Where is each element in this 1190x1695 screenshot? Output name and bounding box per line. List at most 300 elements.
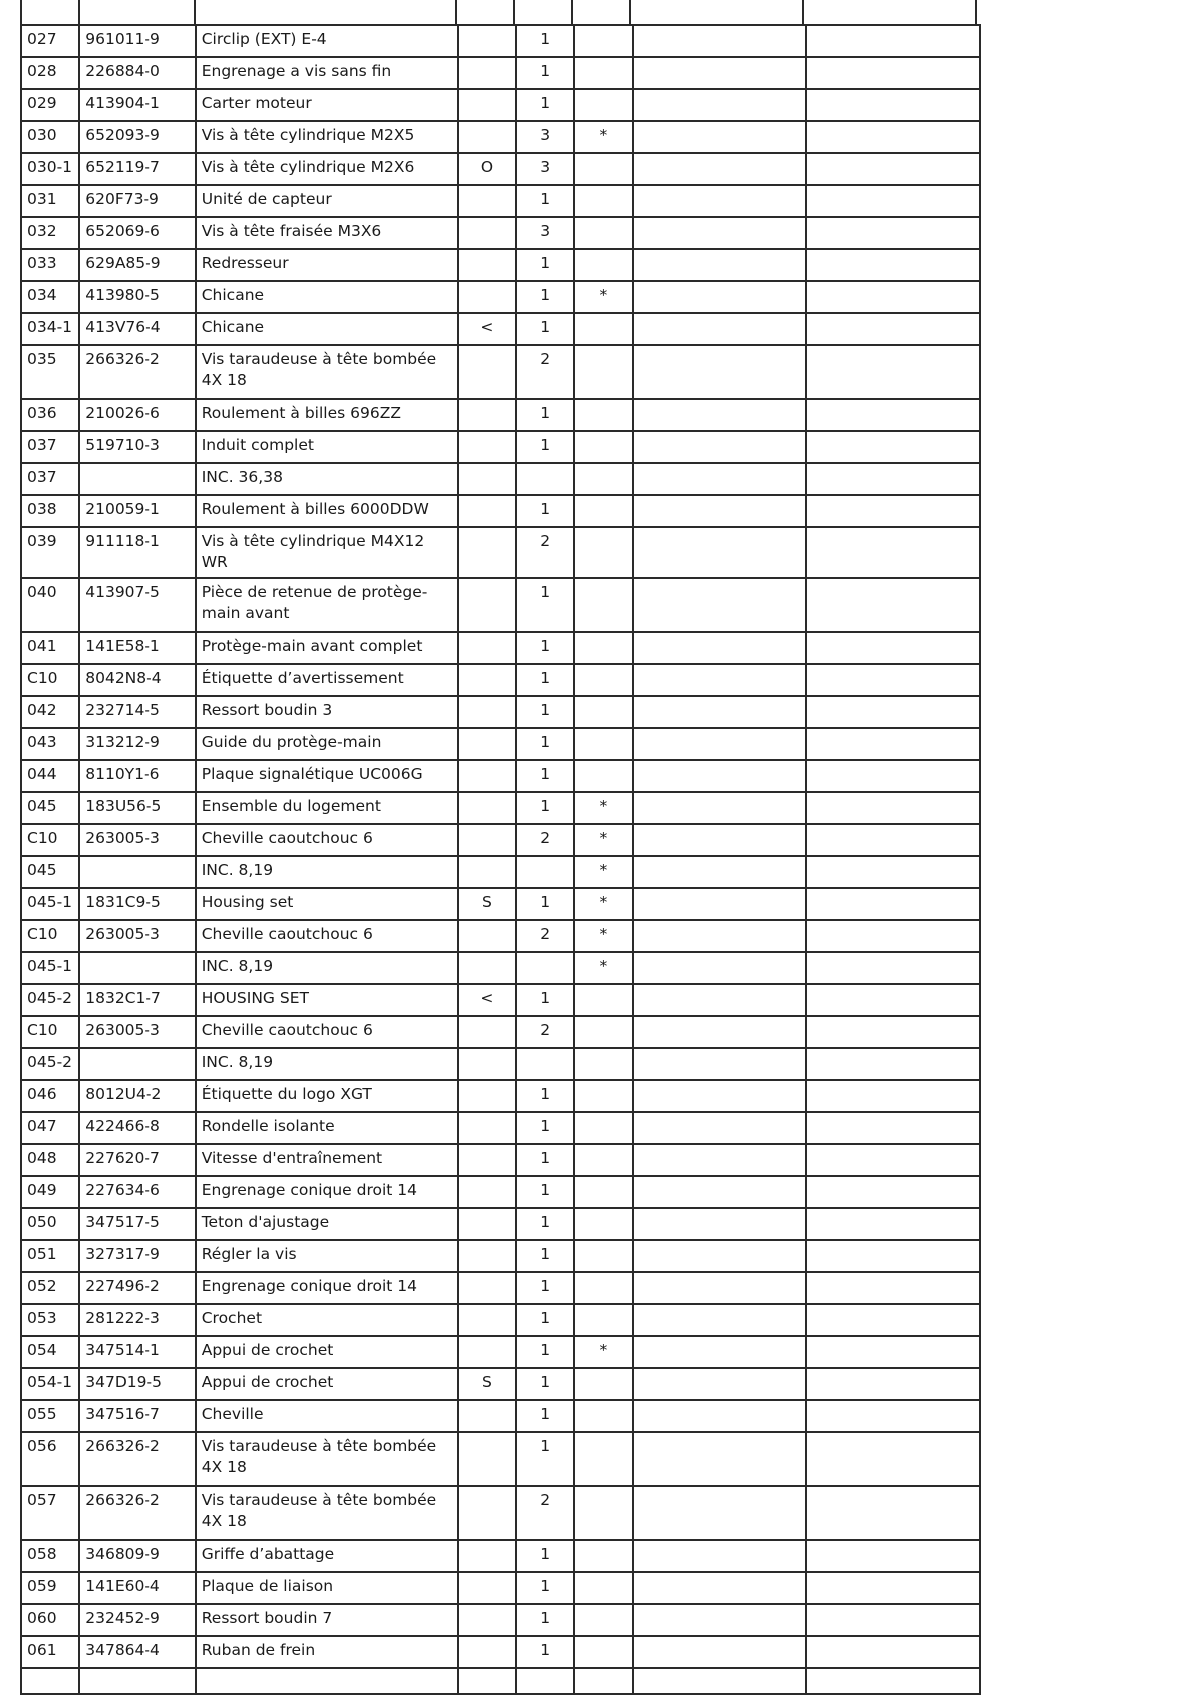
blank-cell: [633, 1604, 807, 1636]
blank-cell: [806, 399, 980, 431]
blank-cell: [633, 1486, 807, 1540]
quantity-cell: 1: [516, 578, 574, 632]
note-mark-cell: [574, 1432, 632, 1486]
part-number-cell: 8012U4-2: [79, 1080, 195, 1112]
note-mark-cell: [574, 495, 632, 527]
blank-cell: [806, 1668, 980, 1694]
item-number-cell: 046: [21, 1080, 79, 1112]
part-number-cell: 1832C1-7: [79, 984, 195, 1016]
note-mark-cell: [574, 89, 632, 121]
blank-cell: [806, 1540, 980, 1572]
description-cell: Régler la vis: [196, 1240, 458, 1272]
note-mark-cell: [574, 463, 632, 495]
quantity-cell: 1: [516, 1400, 574, 1432]
part-number-cell: 413907-5: [79, 578, 195, 632]
blank-cell: [806, 249, 980, 281]
quantity-cell: 2: [516, 1016, 574, 1048]
blank-cell: [21, 1668, 79, 1694]
table-row: [21, 1432, 980, 1486]
note-mark-cell: [574, 185, 632, 217]
note-mark-cell: [574, 399, 632, 431]
part-number-cell: 210059-1: [79, 495, 195, 527]
part-number-cell: 413904-1: [79, 89, 195, 121]
note-mark-cell: [574, 1368, 632, 1400]
blank-cell: [806, 760, 980, 792]
blank-cell: [633, 185, 807, 217]
part-number-cell: 8110Y1-6: [79, 760, 195, 792]
note-mark-cell: *: [574, 281, 632, 313]
quantity-cell: 1: [516, 888, 574, 920]
blank-cell: [196, 1668, 458, 1694]
quantity-cell: 2: [516, 1486, 574, 1540]
description-cell: Carter moteur: [196, 89, 458, 121]
blank-cell: [806, 1208, 980, 1240]
table-row: [21, 578, 980, 632]
note-mark-cell: [574, 1400, 632, 1432]
item-number-cell: 048: [21, 1144, 79, 1176]
blank-cell: [633, 1272, 807, 1304]
blank-cell: [806, 1368, 980, 1400]
blank-cell: [806, 527, 980, 578]
blank-cell: [806, 1240, 980, 1272]
quantity-cell: 1: [516, 760, 574, 792]
item-number-cell: 055: [21, 1400, 79, 1432]
item-number-cell: 034-1: [21, 313, 79, 345]
blank-cell: [633, 824, 807, 856]
blank-cell: [806, 856, 980, 888]
note-mark-cell: [574, 632, 632, 664]
part-number-cell: 413980-5: [79, 281, 195, 313]
blank-cell: [633, 527, 807, 578]
change-code-cell: [458, 664, 516, 696]
item-number-cell: 030-1: [21, 153, 79, 185]
table-row: [21, 217, 980, 249]
note-mark-cell: [574, 1176, 632, 1208]
part-number-cell: 652069-6: [79, 217, 195, 249]
description-cell: Protège-main avant complet: [196, 632, 458, 664]
blank-cell: [806, 1112, 980, 1144]
part-number-cell: 263005-3: [79, 920, 195, 952]
change-code-cell: [458, 1080, 516, 1112]
blank-cell: [806, 431, 980, 463]
blank-cell: [806, 1016, 980, 1048]
part-number-cell: 347864-4: [79, 1636, 195, 1668]
note-mark-cell: [574, 1208, 632, 1240]
blank-cell: [633, 249, 807, 281]
change-code-cell: [458, 121, 516, 153]
part-number-cell: 226884-0: [79, 57, 195, 89]
blank-cell: [806, 1272, 980, 1304]
note-mark-cell: [574, 1604, 632, 1636]
item-number-cell: 045: [21, 792, 79, 824]
part-number-cell: 346809-9: [79, 1540, 195, 1572]
change-code-cell: [458, 25, 516, 57]
blank-cell: [806, 89, 980, 121]
blank-cell: [633, 696, 807, 728]
blank-cell: [633, 1048, 807, 1080]
table-row: [21, 856, 980, 888]
blank-cell: [633, 1176, 807, 1208]
item-number-cell: 057: [21, 1486, 79, 1540]
change-code-cell: [458, 578, 516, 632]
table-row: [21, 1336, 980, 1368]
item-number-cell: 027: [21, 25, 79, 57]
table-row: [21, 281, 980, 313]
description-cell: Chicane: [196, 281, 458, 313]
change-code-cell: [458, 1048, 516, 1080]
item-number-cell: C10: [21, 1016, 79, 1048]
blank-cell: [633, 1368, 807, 1400]
blank-cell: [516, 1668, 574, 1694]
blank-cell: [806, 1604, 980, 1636]
blank-cell: [806, 696, 980, 728]
table-row-empty: [21, 1668, 980, 1694]
quantity-cell: 2: [516, 345, 574, 399]
description-cell: Teton d'ajustage: [196, 1208, 458, 1240]
blank-cell: [633, 664, 807, 696]
column-divider: [802, 0, 804, 25]
blank-cell: [633, 952, 807, 984]
table-row: [21, 1572, 980, 1604]
description-cell: Cheville caoutchouc 6: [196, 920, 458, 952]
description-cell: Ensemble du logement: [196, 792, 458, 824]
part-number-cell: 519710-3: [79, 431, 195, 463]
item-number-cell: 045-2: [21, 984, 79, 1016]
quantity-cell: 1: [516, 1336, 574, 1368]
column-divider: [975, 0, 977, 25]
note-mark-cell: [574, 1636, 632, 1668]
blank-cell: [633, 1336, 807, 1368]
table-row: [21, 57, 980, 89]
table-row: [21, 399, 980, 431]
blank-cell: [806, 495, 980, 527]
part-number-cell: 422466-8: [79, 1112, 195, 1144]
note-mark-cell: [574, 1144, 632, 1176]
table-row: [21, 1016, 980, 1048]
blank-cell: [806, 632, 980, 664]
table-row: [21, 632, 980, 664]
item-number-cell: C10: [21, 920, 79, 952]
blank-cell: [806, 185, 980, 217]
quantity-cell: 1: [516, 495, 574, 527]
blank-cell: [806, 57, 980, 89]
description-cell: Cheville caoutchouc 6: [196, 824, 458, 856]
item-number-cell: 034: [21, 281, 79, 313]
note-mark-cell: [574, 431, 632, 463]
change-code-cell: [458, 1208, 516, 1240]
blank-cell: [806, 217, 980, 249]
description-cell: Pièce de retenue de protège-main avant: [196, 578, 458, 632]
blank-cell: [633, 1540, 807, 1572]
table-row: [21, 984, 980, 1016]
description-cell: Vis taraudeuse à tête bombée 4X 18: [196, 345, 458, 399]
description-cell: Étiquette d’avertissement: [196, 664, 458, 696]
change-code-cell: [458, 728, 516, 760]
blank-cell: [574, 1668, 632, 1694]
part-number-cell: 347D19-5: [79, 1368, 195, 1400]
blank-cell: [806, 25, 980, 57]
description-cell: Unité de capteur: [196, 185, 458, 217]
part-number-cell: 313212-9: [79, 728, 195, 760]
description-cell: Roulement à billes 6000DDW: [196, 495, 458, 527]
item-number-cell: 061: [21, 1636, 79, 1668]
quantity-cell: 1: [516, 249, 574, 281]
blank-cell: [806, 1432, 980, 1486]
quantity-cell: 2: [516, 920, 574, 952]
quantity-cell: 1: [516, 1368, 574, 1400]
blank-cell: [633, 632, 807, 664]
change-code-cell: [458, 399, 516, 431]
blank-cell: [633, 1208, 807, 1240]
description-cell: Redresseur: [196, 249, 458, 281]
description-cell: Engrenage a vis sans fin: [196, 57, 458, 89]
blank-cell: [633, 463, 807, 495]
blank-cell: [806, 1572, 980, 1604]
table-row: [21, 185, 980, 217]
note-mark-cell: [574, 760, 632, 792]
blank-cell: [806, 728, 980, 760]
blank-cell: [806, 1400, 980, 1432]
part-number-cell: 141E60-4: [79, 1572, 195, 1604]
change-code-cell: [458, 696, 516, 728]
table-row: [21, 696, 980, 728]
blank-cell: [806, 1144, 980, 1176]
note-mark-cell: [574, 1540, 632, 1572]
description-cell: Vis à tête cylindrique M4X12 WR: [196, 527, 458, 578]
change-code-cell: [458, 1486, 516, 1540]
item-number-cell: C10: [21, 824, 79, 856]
item-number-cell: 054: [21, 1336, 79, 1368]
change-code-cell: [458, 1604, 516, 1636]
quantity-cell: 1: [516, 664, 574, 696]
table-row: [21, 527, 980, 578]
part-number-cell: 327317-9: [79, 1240, 195, 1272]
blank-cell: [633, 578, 807, 632]
quantity-cell: 3: [516, 153, 574, 185]
part-number-cell: 266326-2: [79, 345, 195, 399]
description-cell: Cheville caoutchouc 6: [196, 1016, 458, 1048]
change-code-cell: [458, 463, 516, 495]
blank-cell: [633, 153, 807, 185]
table-row: [21, 824, 980, 856]
column-divider: [571, 0, 573, 25]
item-number-cell: 039: [21, 527, 79, 578]
blank-cell: [806, 1304, 980, 1336]
change-code-cell: [458, 920, 516, 952]
item-number-cell: 036: [21, 399, 79, 431]
part-number-cell: [79, 952, 195, 984]
column-divider: [513, 0, 515, 25]
parts-list-body: [21, 25, 980, 1694]
change-code-cell: [458, 1572, 516, 1604]
change-code-cell: [458, 57, 516, 89]
description-cell: Vis taraudeuse à tête bombée 4X 18: [196, 1432, 458, 1486]
note-mark-cell: [574, 527, 632, 578]
quantity-cell: 1: [516, 1432, 574, 1486]
change-code-cell: [458, 345, 516, 399]
blank-cell: [806, 920, 980, 952]
description-cell: Vis à tête cylindrique M2X6: [196, 153, 458, 185]
quantity-cell: 1: [516, 1080, 574, 1112]
item-number-cell: 047: [21, 1112, 79, 1144]
part-number-cell: 183U56-5: [79, 792, 195, 824]
change-code-cell: [458, 185, 516, 217]
table-row: [21, 25, 980, 57]
item-number-cell: 035: [21, 345, 79, 399]
part-number-cell: 141E58-1: [79, 632, 195, 664]
change-code-cell: [458, 856, 516, 888]
blank-cell: [633, 1144, 807, 1176]
item-number-cell: 056: [21, 1432, 79, 1486]
parts-list-table: [20, 24, 981, 1695]
blank-cell: [633, 1636, 807, 1668]
part-number-cell: 232714-5: [79, 696, 195, 728]
blank-cell: [633, 888, 807, 920]
table-row: [21, 664, 980, 696]
change-code-cell: [458, 1016, 516, 1048]
blank-cell: [633, 920, 807, 952]
quantity-cell: 1: [516, 1540, 574, 1572]
quantity-cell: 1: [516, 1304, 574, 1336]
table-row: [21, 1304, 980, 1336]
quantity-cell: 1: [516, 1272, 574, 1304]
blank-cell: [633, 1400, 807, 1432]
blank-cell: [806, 121, 980, 153]
change-code-cell: [458, 792, 516, 824]
change-code-cell: [458, 632, 516, 664]
description-cell: Chicane: [196, 313, 458, 345]
quantity-cell: [516, 463, 574, 495]
blank-cell: [633, 984, 807, 1016]
quantity-cell: 1: [516, 792, 574, 824]
part-number-cell: [79, 463, 195, 495]
description-cell: INC. 8,19: [196, 856, 458, 888]
quantity-cell: 1: [516, 1604, 574, 1636]
description-cell: Griffe d’abattage: [196, 1540, 458, 1572]
part-number-cell: 652093-9: [79, 121, 195, 153]
item-number-cell: 054-1: [21, 1368, 79, 1400]
description-cell: Plaque signalétique UC006G: [196, 760, 458, 792]
table-row: [21, 760, 980, 792]
description-cell: Étiquette du logo XGT: [196, 1080, 458, 1112]
table-row: [21, 888, 980, 920]
quantity-cell: 1: [516, 1636, 574, 1668]
description-cell: Induit complet: [196, 431, 458, 463]
item-number-cell: 030: [21, 121, 79, 153]
table-row: [21, 313, 980, 345]
change-code-cell: [458, 1636, 516, 1668]
quantity-cell: 1: [516, 57, 574, 89]
description-cell: Ressort boudin 3: [196, 696, 458, 728]
note-mark-cell: [574, 313, 632, 345]
note-mark-cell: *: [574, 824, 632, 856]
description-cell: INC. 8,19: [196, 1048, 458, 1080]
change-code-cell: [458, 1240, 516, 1272]
description-cell: Engrenage conique droit 14: [196, 1176, 458, 1208]
table-row: [21, 1080, 980, 1112]
table-row: [21, 1240, 980, 1272]
table-row: [21, 728, 980, 760]
item-number-cell: 041: [21, 632, 79, 664]
note-mark-cell: [574, 1572, 632, 1604]
part-number-cell: 281222-3: [79, 1304, 195, 1336]
change-code-cell: [458, 1336, 516, 1368]
part-number-cell: 1831C9-5: [79, 888, 195, 920]
blank-cell: [633, 281, 807, 313]
part-number-cell: 629A85-9: [79, 249, 195, 281]
quantity-cell: 1: [516, 313, 574, 345]
table-row: [21, 952, 980, 984]
blank-cell: [806, 281, 980, 313]
note-mark-cell: *: [574, 792, 632, 824]
change-code-cell: S: [458, 1368, 516, 1400]
blank-cell: [633, 728, 807, 760]
blank-cell: [458, 1668, 516, 1694]
item-number-cell: 045-1: [21, 952, 79, 984]
blank-cell: [806, 824, 980, 856]
table-row: [21, 463, 980, 495]
quantity-cell: 1: [516, 281, 574, 313]
description-cell: Circlip (EXT) E-4: [196, 25, 458, 57]
description-cell: Appui de crochet: [196, 1368, 458, 1400]
blank-cell: [633, 345, 807, 399]
table-row: [21, 1144, 980, 1176]
blank-cell: [806, 1080, 980, 1112]
part-number-cell: 266326-2: [79, 1486, 195, 1540]
part-number-cell: 347514-1: [79, 1336, 195, 1368]
quantity-cell: 1: [516, 1572, 574, 1604]
description-cell: Vitesse d'entraînement: [196, 1144, 458, 1176]
note-mark-cell: [574, 25, 632, 57]
item-number-cell: 049: [21, 1176, 79, 1208]
change-code-cell: [458, 249, 516, 281]
blank-cell: [633, 1572, 807, 1604]
change-code-cell: [458, 1432, 516, 1486]
item-number-cell: 040: [21, 578, 79, 632]
blank-cell: [806, 313, 980, 345]
item-number-cell: 032: [21, 217, 79, 249]
item-number-cell: 028: [21, 57, 79, 89]
item-number-cell: 052: [21, 1272, 79, 1304]
change-code-cell: [458, 89, 516, 121]
blank-cell: [806, 578, 980, 632]
part-number-cell: 227634-6: [79, 1176, 195, 1208]
table-row: [21, 1636, 980, 1668]
item-number-cell: 045-1: [21, 888, 79, 920]
change-code-cell: [458, 431, 516, 463]
note-mark-cell: [574, 696, 632, 728]
blank-cell: [633, 1668, 807, 1694]
description-cell: Rondelle isolante: [196, 1112, 458, 1144]
table-row: [21, 1176, 980, 1208]
blank-cell: [633, 121, 807, 153]
description-cell: Engrenage conique droit 14: [196, 1272, 458, 1304]
table-row: [21, 920, 980, 952]
part-number-cell: 347516-7: [79, 1400, 195, 1432]
change-code-cell: <: [458, 984, 516, 1016]
part-number-cell: 620F73-9: [79, 185, 195, 217]
column-divider: [20, 0, 22, 25]
description-cell: Vis à tête fraisée M3X6: [196, 217, 458, 249]
quantity-cell: [516, 856, 574, 888]
column-divider: [194, 0, 196, 25]
description-cell: Vis taraudeuse à tête bombée 4X 18: [196, 1486, 458, 1540]
part-number-cell: 263005-3: [79, 1016, 195, 1048]
item-number-cell: 043: [21, 728, 79, 760]
blank-cell: [633, 1240, 807, 1272]
blank-cell: [633, 1080, 807, 1112]
item-number-cell: 060: [21, 1604, 79, 1636]
